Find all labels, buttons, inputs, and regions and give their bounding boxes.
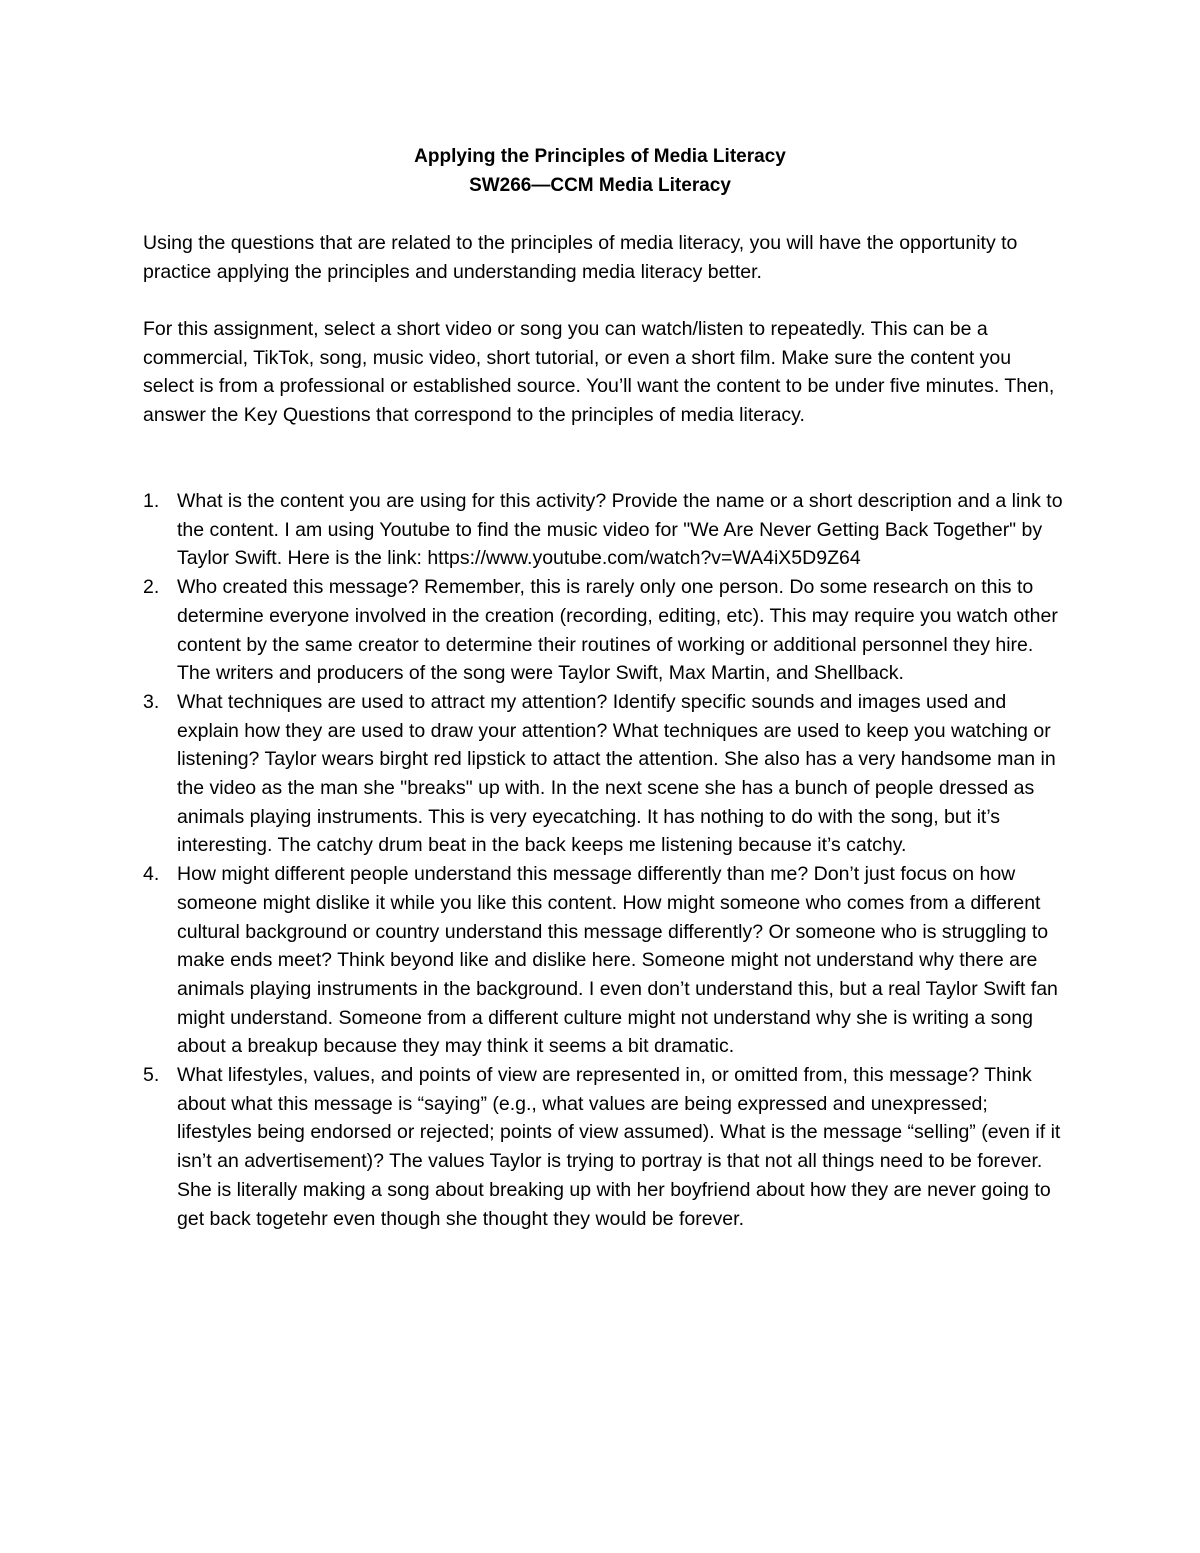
- document-subtitle: SW266—CCM Media Literacy: [469, 175, 731, 196]
- document-title: Applying the Principles of Media Literacy: [414, 146, 786, 167]
- title-block: [0, 142, 1200, 200]
- question-item: [143, 573, 1063, 688]
- question-item: [143, 487, 1063, 573]
- question-number: 1.: [143, 490, 160, 512]
- question-number: 2.: [143, 576, 160, 599]
- question-number: 4.: [143, 863, 160, 886]
- question-text: What techniques are used to attract my attention? Identify specific sounds and images used and explain how they are used to draw your attention? What techniques are used to keep you watching or listening? Taylor wears birght red lipstick to attact the attention. She also has a very handsome man in the video as the man she "breaks" up with. In the next scene she has a bunch of people dressed as animals playing instruments. This is very eyecatching. It has nothing to do with the song, but it’s interesting. The catchy drum beat in the back keeps me listening because it’s catchy.: [177, 690, 1056, 857]
- question-text: Who created this message? Remember, this is rarely only one person. Do some research on this to determine everyone involved in the creation (recording, editing, etc). This may require you watch other content by the same creator to determine their routines of working or additional personnel they hire. The writers and producers of the song were Taylor Swift, Max Martin, and Shellback.: [177, 576, 1058, 685]
- question-number: 3.: [143, 690, 160, 713]
- instructions-paragraph: For this assignment, select a short video or song you can watch/listen to repeatedly. This can be a commercial, TikTok, song, music video, short tutorial, or even a short film. Make sure the content you select is from a professional or established source. You’ll want the content to be under five minutes. Then, answer the Key Questions that correspond to the principles of media literacy.: [143, 318, 1055, 427]
- question-text: What is the content you are using for this activity? Provide the name or a short description and a link to the content. I am using Youtube to find the music video for "We Are Never Getting Back Together" by Taylor Swift. Here is the link: https://www.youtube.com/watch?v=WA4iX5D9Z64: [177, 490, 1063, 570]
- question-number: 5.: [143, 1064, 160, 1087]
- questions-list: [143, 487, 1063, 1233]
- question-text: How might different people understand this message differently than me? Don’t just focus on how someone might dislike it while you like this content. How might someone who comes from a different cultural background or country understand this message differently? Or someone who is struggling to make ends meet? Think beyond like and dislike here. Someone might not understand why there are animals playing instruments in the background. I even don’t understand this, but a real Taylor Swift fan might understand. Someone from a different culture might not understand why she is writing a song about a breakup because they may think it seems a bit dramatic.: [177, 863, 1058, 1058]
- question-item: [143, 1061, 1063, 1233]
- intro-paragraph: Using the questions that are related to the principles of media literacy, you will have the opportunity to practice applying the principles and understanding media literacy better.: [143, 232, 1018, 283]
- question-item: [143, 688, 1063, 860]
- question-text: What lifestyles, values, and points of view are represented in, or omitted from, this message? Think about what this message is “saying” (e.g., what values are being expressed and unexpressed; lifestyles being endorsed or rejected; points of view assumed). What is the message “selling” (even if it isn’t an advertisement)? The values Taylor is trying to portray is that not all things need to be forever. She is literally making a song about breaking up with her boyfriend about how they are never going to get back togetehr even though she thought they would be forever.: [177, 1064, 1061, 1230]
- question-item: [143, 860, 1063, 1061]
